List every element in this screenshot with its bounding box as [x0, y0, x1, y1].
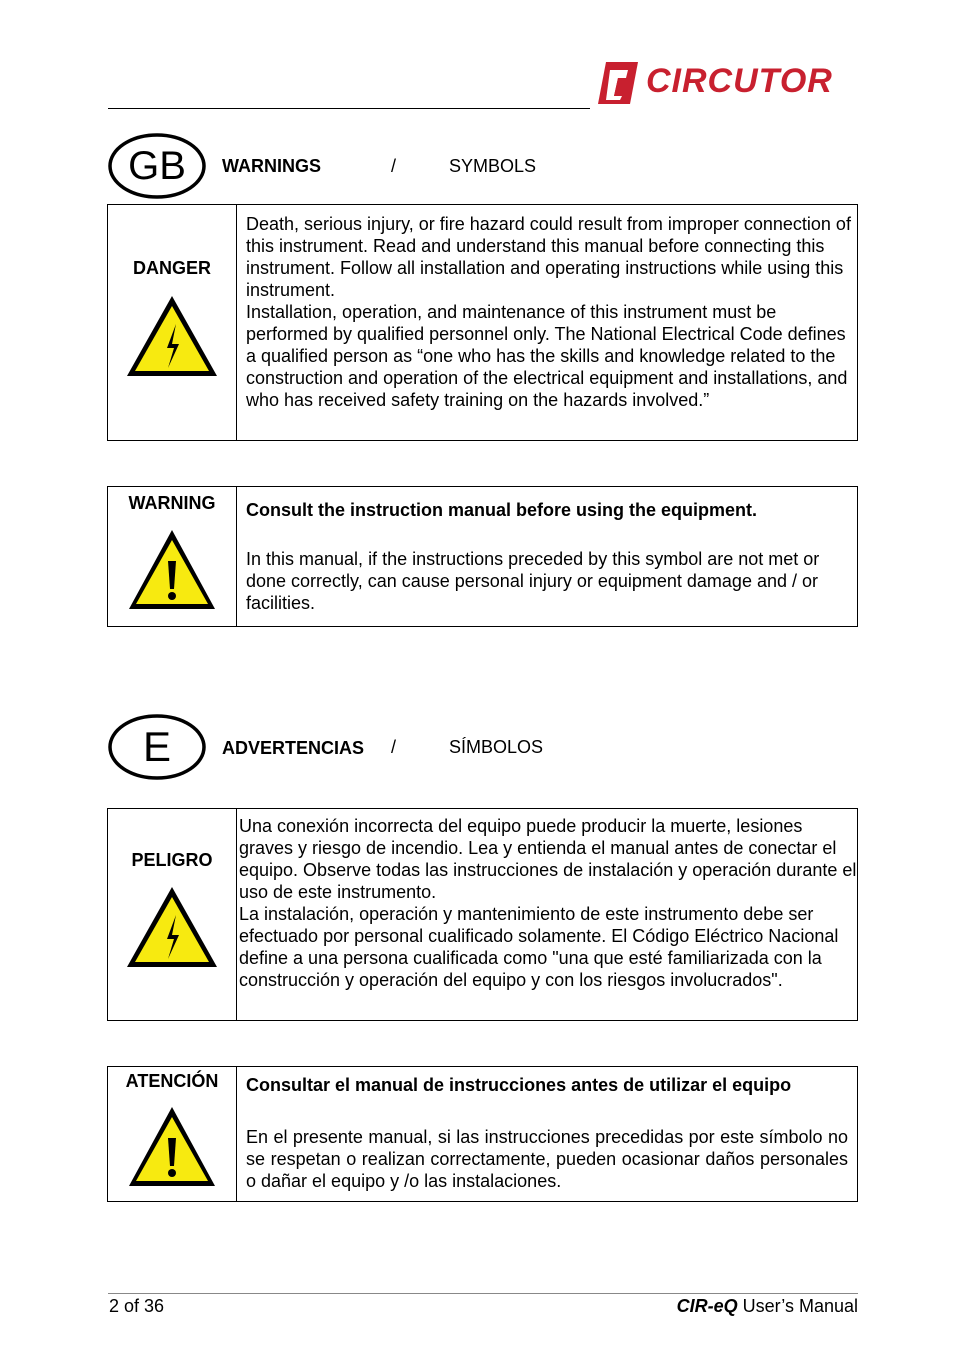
atencion-text: En el presente manual, si las instrucciones precedidas por este símbolo no se respetan o realizan correctamente, pueden ocasionar daños personales o dañar el equipo y /o las instalaciones. — [246, 1127, 848, 1191]
danger-text-2: Installation, operation, and maintenance of this instrument must be performed by qualified personnel only. The National Electrical Code defines a qualified person as “one who has the skills and knowledge related to the construction and operation of the electrical equipment and installations, and who has received safety training on the hazards involved.” — [246, 302, 848, 410]
warning-box-en — [107, 486, 858, 627]
atencion-text-cell — [237, 1067, 858, 1202]
danger-label-cell — [108, 205, 237, 441]
danger-label: DANGER — [132, 258, 211, 278]
danger-box-es — [107, 808, 858, 1021]
warning-heading: Consult the instruction manual before using the equipment. — [246, 500, 758, 520]
section-title-advertencias: ADVERTENCIAS — [222, 738, 365, 758]
peligro-text-cell — [237, 809, 858, 1021]
es-language-badge — [108, 714, 206, 780]
peligro-label: PELIGRO — [131, 850, 213, 870]
atencion-label: ATENCIÓN — [125, 1071, 219, 1091]
high-voltage-warning-icon — [123, 292, 221, 380]
es-badge-text: E — [142, 723, 172, 770]
brand-name: CIRCUTOR — [646, 62, 833, 100]
section-subtitle-symbols: SYMBOLS — [449, 156, 537, 176]
gb-badge-text: GB — [128, 144, 186, 188]
page-number: 2 of 36 — [109, 1296, 165, 1316]
peligro-label-cell — [108, 809, 237, 1021]
product-name: CIR-eQ — [676, 1296, 738, 1316]
danger-text-cell — [237, 205, 858, 441]
danger-text-1: Death, serious injury, or fire hazard could result from improper connection of this instrument. Read and understand this manual before connecting this instrument. Follow all installation and operating instructions while using this instrument. — [246, 214, 851, 300]
peligro-text-1: Una conexión incorrecta del equipo puede producir la muerte, lesiones graves y riesgo de incendio. Lea y entienda el manual antes de conectar el equipo. Observe todas las instrucciones de instalación y operación durante el uso de este instrumento. — [239, 816, 857, 902]
warning-text: In this manual, if the instructions preceded by this symbol are not met or done correctly, can cause personal injury or equipment damage and / or facilities. — [246, 549, 820, 613]
section-slash: / — [391, 156, 397, 176]
exclamation-warning-icon — [126, 1104, 218, 1190]
section-slash-es: / — [391, 737, 397, 757]
atencion-label-cell — [108, 1067, 237, 1202]
atencion-heading: Consultar el manual de instrucciones antes de utilizar el equipo — [246, 1075, 792, 1095]
header-rule — [108, 108, 590, 109]
high-voltage-warning-icon — [123, 883, 221, 971]
warning-label-cell — [108, 487, 237, 627]
peligro-text-2: La instalación, operación y mantenimiento de este instrumento debe ser efectuado por personal cualificado solamente. El Código Eléctrico Nacional define a una persona cualificada como "una que esté familiarizada con la construcción y operación del equipo y con los riesgos involucrados". — [239, 904, 839, 990]
manual-title — [677, 1296, 858, 1317]
section-subtitle-simbolos: SÍMBOLOS — [449, 737, 544, 757]
gb-language-badge — [108, 133, 206, 199]
warning-label: WARNING — [128, 493, 216, 513]
footer-rule — [108, 1293, 858, 1294]
danger-box-en — [107, 204, 858, 441]
warning-text-cell — [237, 487, 858, 627]
section-title-warnings: WARNINGS — [222, 156, 321, 176]
manual-label: User’s Manual — [737, 1296, 858, 1316]
warning-box-es — [107, 1066, 858, 1202]
exclamation-warning-icon — [126, 527, 218, 613]
